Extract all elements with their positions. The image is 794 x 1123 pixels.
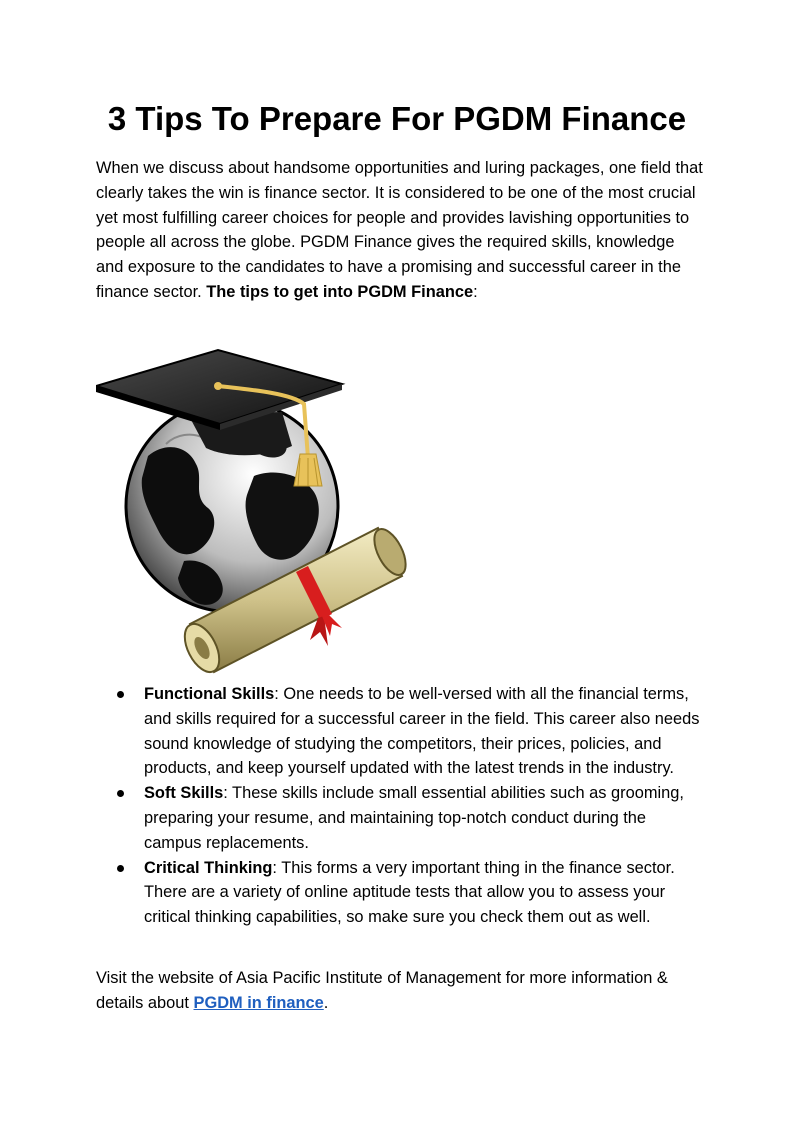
tip-term: Functional Skills <box>144 685 275 703</box>
list-item <box>96 856 706 930</box>
graduation-globe-illustration <box>96 346 414 676</box>
outro-suffix: . <box>323 993 329 1012</box>
pgdm-finance-link[interactable]: PGDM in finance <box>193 993 324 1012</box>
intro-paragraph <box>96 156 706 305</box>
graduation-cap-globe-diploma-icon <box>96 346 414 676</box>
tip-text: : One needs to be well-versed with all the financial terms, and skills required for a successful career in the field. This career also needs sound knowledge of studying the competitors, their prices, policies, and products, and keep yourself updated with the latest trends in the industry. <box>144 685 700 778</box>
bullet-icon <box>117 790 124 797</box>
intro-suffix: : <box>473 282 478 301</box>
tip-text: : These skills include small essential abilities such as grooming, preparing your resume, and maintaining top-notch conduct during the campus replacements. <box>144 784 684 852</box>
page-title: 3 Tips To Prepare For PGDM Finance <box>107 100 687 137</box>
outro-text: Visit the website of Asia Pacific Institute of Management for more information & details about <box>96 969 668 1012</box>
bullet-icon <box>117 865 124 872</box>
outro-paragraph <box>96 966 706 1016</box>
tip-term: Critical Thinking <box>144 858 273 877</box>
intro-text: When we discuss about handsome opportunities and luring packages, one field that clearly takes the win is finance sector. It is considered to be one of the most crucial yet most fulfilling career choices for people and provides lavishing opportunities to people all across the globe. PGDM Finance gives the required skills, knowledge and exposure to the candidates to have a promising and successful career in the finance sector. <box>96 159 703 301</box>
tip-term: Soft Skills <box>144 784 224 803</box>
list-item <box>96 682 706 781</box>
intro-bold-lead: The tips to get into PGDM Finance <box>206 282 474 301</box>
bullet-icon <box>117 691 124 698</box>
tips-list <box>96 682 706 930</box>
tip-text: : This forms a very important thing in the finance sector. There are a variety of online aptitude tests that allow you to assess your critical thinking capabilities, so make sure you check them out as well. <box>144 858 675 927</box>
list-item <box>96 781 706 855</box>
